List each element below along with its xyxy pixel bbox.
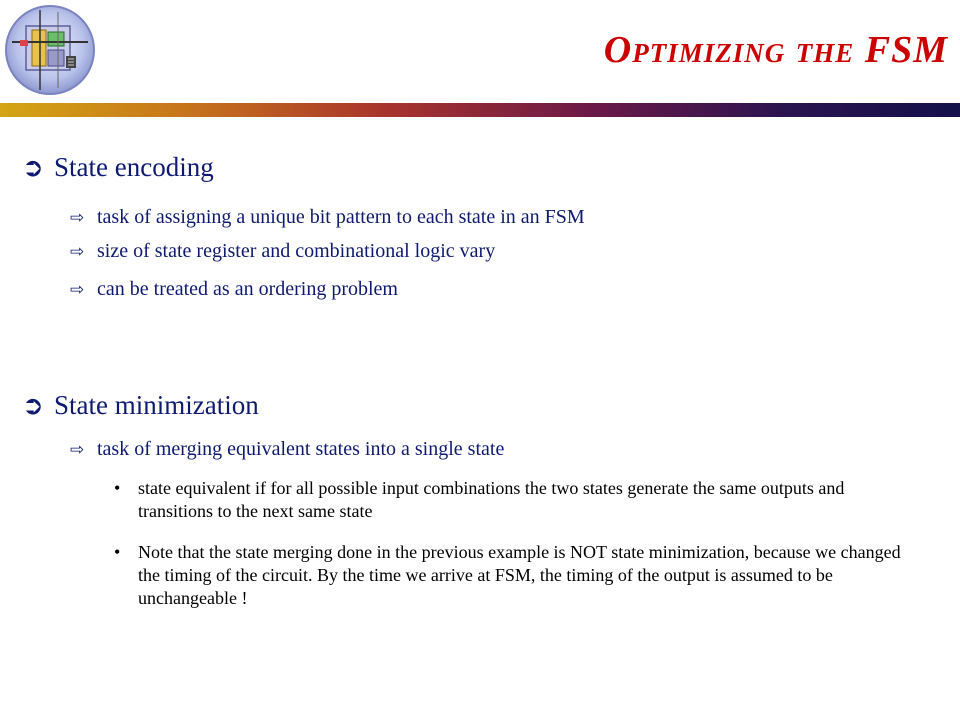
sub-list-item: • state equivalent if for all possible input combinations the two states generate the same outputs and transitions to the next same state <box>114 478 845 521</box>
list-item: ⇨ task of merging equivalent states into a single state <box>70 438 505 460</box>
curved-arrow-icon: ➲ <box>22 153 44 183</box>
list-item: ⇨ task of assigning a unique bit pattern to each state in an FSM <box>70 206 585 228</box>
curved-arrow-icon: ➲ <box>22 391 44 421</box>
sub-list-item: • Note that the state merging done in the previous example is NOT state minimization, because we changed the timing of the circuit. By the time we arrive at FSM, the timing of the output is assumed to be unchangeable ! <box>114 542 901 608</box>
section-heading-state-minimization: ➲ State minimization <box>22 390 259 421</box>
hollow-arrow-icon: ⇨ <box>70 242 85 262</box>
list-item: ⇨ size of state register and combinational logic vary <box>70 240 496 262</box>
list-item: ⇨ can be treated as an ordering problem <box>70 278 398 300</box>
chip-logo <box>2 2 98 98</box>
section-heading-state-encoding: ➲ State encoding <box>22 152 214 183</box>
bullet-dot-icon: • <box>114 542 121 562</box>
title-divider <box>0 103 960 117</box>
bullet-dot-icon: • <box>114 478 121 498</box>
hollow-arrow-icon: ⇨ <box>70 440 85 460</box>
hollow-arrow-icon: ⇨ <box>70 280 85 300</box>
slide-title: Optimizing the FSM <box>603 29 948 71</box>
hollow-arrow-icon: ⇨ <box>70 208 85 228</box>
